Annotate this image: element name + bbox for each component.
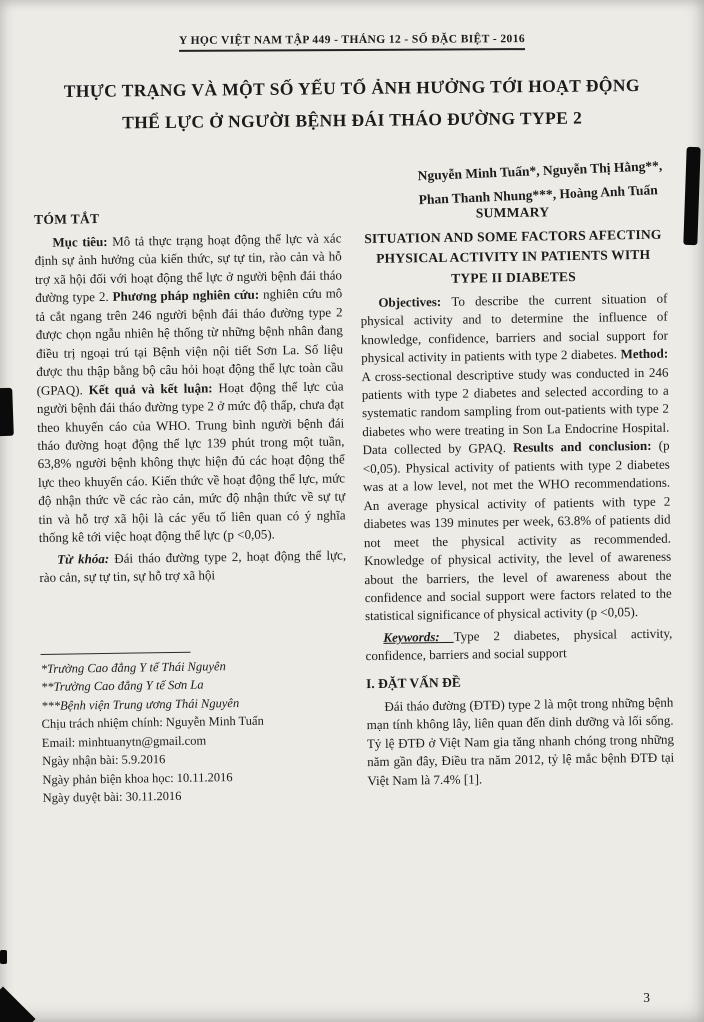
footnote-review-date: Ngày phản biện khoa học: 10.11.2016 [42, 769, 233, 787]
footnote-corresponding-author: Chịu trách nhiệm chính: Nguyễn Minh Tuấn [41, 713, 264, 732]
summary-objectives-text: To describe the current situation of physical activity and to determine the influence of knowledge, confidence, barriers and social support for physical activity in patients with type 2 diabetes. [360, 290, 669, 366]
page-number: 3 [643, 990, 650, 1005]
keywords-en-paragraph [365, 624, 673, 665]
footnote-divider [41, 651, 191, 654]
scan-artifact-left-edge [0, 388, 14, 437]
authors-line1: Nguyễn Minh Tuấn*, Nguyễn Thị Hằng**, [417, 157, 663, 184]
footnote-accepted-date: Ngày duyệt bài: 30.11.2016 [42, 788, 182, 806]
abstract-method-text: nghiên cứu mô tả cắt ngang trên 246 người bệnh đái tháo đường type 2 được chọn ngẫu nhiên hệ thống từ những bệnh nhân đang điều trị ngoại trú tại Bệnh viện nội tiết Sơn La. Số liệu được thu thập bằng bộ câu hỏi hoạt động thể lực toàn cầu (GPAQ). [35, 285, 344, 398]
abstract-results-label: Kết quả và kết luận: [88, 379, 219, 397]
authors-line2: Phan Thanh Nhung***, Hoàng Anh Tuấn [418, 181, 659, 207]
right-column [359, 203, 675, 803]
abstract-results-text: Hoạt động thể lực của người bệnh đái tháo đường type 2 ở mức độ thấp, chưa đạt theo khuyến cáo của WHO. Trung bình người bệnh đái tháo đường hoạt động thể lực 139 phút trong một tuần, 63,8% người bệnh không thực hiện đủ các hoạt động thể lực theo khuyến cáo. Kiến thức về hoạt động thể lực, mức độ nhận thức về các rào cản, mức độ nhận thức về sự tự tin và hỗ trợ xã hội là các yếu tố liên quan có ý nghĩa thống kê tới việc hoạt động thể lực (p <0,05). [36, 378, 346, 546]
section-1-paragraph: Đái tháo đường (ĐTĐ) type 2 là một trong những bệnh mạn tính không lây, liên quan đến dinh dưỡng và lối sống. Tỷ lệ ĐTĐ ở Việt Nam gia tăng nhanh chóng trong những năm gần đây, Điều tra năm 2012, tỷ lệ mắc bệnh ĐTĐ tại Việt Nam là 7.4% [1]. [366, 694, 675, 788]
footnote-affiliation-2: **Trường Cao đẳng Y tế Sơn La [40, 677, 204, 695]
keywords-vi-label: Từ khóa: [57, 550, 115, 567]
abstract-method-label: Phương pháp nghiên cứu: [112, 286, 264, 305]
abstract-heading: TÓM TẮT [34, 211, 100, 227]
scan-artifact-bottom-corner [0, 986, 36, 1022]
two-column-body [34, 203, 675, 808]
scan-artifact-speck [0, 950, 7, 964]
footnotes-block [41, 649, 350, 808]
summary-results-label: Results and conclusion: [512, 438, 659, 456]
keywords-vi-paragraph [39, 546, 347, 587]
summary-paragraph [360, 289, 672, 626]
summary-objectives-label: Objectives: [378, 293, 452, 310]
article-title-line1: THỰC TRẠNG VÀ MỘT SỐ YẾU TỐ ẢNH HƯỞNG TỚI HOẠT ĐỘNG [63, 74, 640, 102]
summary-results-text: (p <0,05). Physical activity of patients with type 2 diabetes was at a low level, not met the WHO recommendations. An average physical activity of patients with type 2 diabetes was 139 minutes per week, 63.8% of patients did not meet the physical activity as recommended. Knowledge of physical activity, the level of awareness about the barriers, the level of awareness about the confidence and social support were factors related to the statistical significance of physical activity (p <0,05). [362, 437, 672, 624]
keywords-en-label: Keywords: [383, 628, 454, 645]
summary-method-text: A cross-sectional descriptive study was conducted in 246 patients with type 2 diabetes and selected according to a systematic random sampling from out-patients with type 2 diabetes who were treating in Son La Endocrine Hospital. Data collected by GPAQ. [361, 364, 670, 458]
left-column [34, 207, 350, 807]
article-title-line2: THỂ LỰC Ở NGƯỜI BỆNH ĐÁI THÁO ĐƯỜNG TYPE 2 [122, 107, 583, 133]
keywords-vi-text: Đái tháo đường type 2, hoạt động thể lực, rào cản, sự tự tin, sự hỗ trợ xã hội [39, 547, 347, 586]
summary-method-label: Method: [620, 345, 669, 362]
footnote-affiliation-1: *Trường Cao đẳng Y tế Thái Nguyên [40, 658, 226, 676]
footnote-email: Email: minhtuanytn@gmail.com [41, 733, 207, 750]
summary-title: SITUATION AND SOME FACTORS AFECTING PHYSICAL ACTIVITY IN PATIENTS WITH TYPE II DIABETES [364, 226, 662, 286]
article-title [30, 69, 675, 140]
abstract-objectives-text: Mô tả thực trạng hoạt động thể lực và xác định sự ảnh hưởng của kiến thức, sự tự tin, rào cản và hỗ trợ xã hội đối với hoạt động thể lực ở người bệnh đái tháo đường type 2. [34, 230, 343, 306]
journal-header-text: Y HỌC VIỆT NAM TẬP 449 - THÁNG 12 - SỐ ĐẶC BIỆT - 2016 [179, 33, 525, 52]
journal-header [0, 28, 704, 53]
abstract-objectives-label: Mục tiêu: [52, 233, 113, 250]
footnote-affiliation-3: ***Bệnh viện Trung ương Thái Nguyên [41, 695, 240, 713]
keywords-en-text: Type 2 diabetes, physical activity, confidence, barriers and social support [365, 625, 673, 664]
footnote-received-date: Ngày nhận bài: 5.9.2016 [42, 752, 166, 769]
scan-artifact-right-edge [683, 147, 700, 245]
abstract-paragraph [34, 229, 346, 547]
summary-heading: SUMMARY [475, 204, 550, 221]
section-1-heading: I. ĐẶT VẤN ĐỀ [365, 674, 461, 691]
